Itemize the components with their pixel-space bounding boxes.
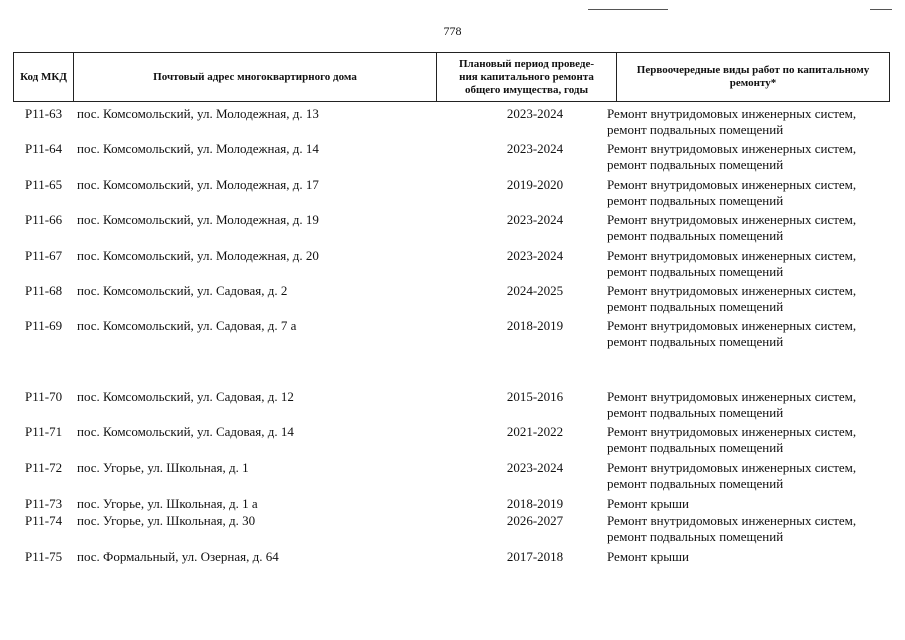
row-code: Р11-72 [25, 460, 63, 475]
row-works-line: Ремонт внутридомовых инженерных систем, [607, 177, 857, 192]
row-code: Р11-71 [25, 424, 63, 439]
scan-artifact [588, 9, 668, 10]
header-works [617, 53, 890, 102]
row-period: 2023-2024 [506, 141, 564, 156]
row-works-line: Ремонт внутридомовых инженерных систем, [607, 106, 857, 121]
table-row [0, 106, 905, 146]
row-code: Р11-68 [25, 283, 63, 298]
table-row [0, 549, 905, 589]
row-works-line: ремонт подвальных помещений [607, 529, 784, 544]
row-period: 2017-2018 [506, 549, 564, 564]
row-works-line: ремонт подвальных помещений [607, 122, 784, 137]
row-works-line: Ремонт крыши [607, 549, 689, 564]
row-address: пос. Комсомольский, ул. Молодежная, д. 17 [77, 177, 319, 192]
row-works-line: ремонт подвальных помещений [607, 334, 784, 349]
row-works-line: Ремонт внутридомовых инженерных систем, [607, 389, 857, 404]
table-row [0, 389, 905, 429]
row-code: Р11-73 [25, 496, 63, 511]
row-works-line: Ремонт крыши [607, 496, 689, 511]
header-works-line: ремонту* [729, 77, 777, 89]
row-address: пос. Комсомольский, ул. Молодежная, д. 19 [77, 212, 319, 227]
row-address: пос. Угорье, ул. Школьная, д. 1 [77, 460, 249, 475]
row-works-line: ремонт подвальных помещений [607, 440, 784, 455]
row-works-line: Ремонт внутридомовых инженерных систем, [607, 318, 857, 333]
row-address: пос. Комсомольский, ул. Молодежная, д. 20 [77, 248, 319, 263]
row-works-line: ремонт подвальных помещений [607, 299, 784, 314]
table-row [0, 141, 905, 181]
header-period-line: общего имущества, годы [464, 83, 589, 96]
row-works-line: ремонт подвальных помещений [607, 264, 784, 279]
row-period: 2019-2020 [506, 177, 564, 192]
row-works-line: Ремонт внутридомовых инженерных систем, [607, 248, 857, 263]
row-code: Р11-75 [25, 549, 63, 564]
page-number: 778 [443, 24, 462, 38]
row-address: пос. Формальный, ул. Озерная, д. 64 [77, 549, 279, 564]
row-period: 2018-2019 [506, 318, 564, 333]
row-code: Р11-63 [25, 106, 63, 121]
row-address: пос. Комсомольский, ул. Садовая, д. 2 [77, 283, 288, 298]
table-row [0, 318, 905, 358]
row-address: пос. Комсомольский, ул. Садовая, д. 14 [77, 424, 294, 439]
row-works-line: Ремонт внутридомовых инженерных систем, [607, 283, 857, 298]
table-row [0, 424, 905, 464]
row-works-line: Ремонт внутридомовых инженерных систем, [607, 424, 857, 439]
scan-artifact [870, 9, 892, 10]
table-row [0, 212, 905, 252]
row-address: пос. Комсомольский, ул. Садовая, д. 7 а [77, 318, 297, 333]
header-period-line: Плановый период проведе- [458, 57, 595, 70]
row-period: 2018-2019 [506, 496, 564, 511]
table-row [0, 177, 905, 217]
header-works-line: Первоочередные виды работ по капитальному [636, 64, 870, 76]
row-works-line: Ремонт внутридомовых инженерных систем, [607, 212, 857, 227]
row-works-line: Ремонт внутридомовых инженерных систем, [607, 460, 857, 475]
header-code: Код МКД [14, 53, 74, 102]
row-address: пос. Комсомольский, ул. Садовая, д. 12 [77, 389, 294, 404]
row-works-line: ремонт подвальных помещений [607, 405, 784, 420]
row-works-line: ремонт подвальных помещений [607, 193, 784, 208]
row-works-line: ремонт подвальных помещений [607, 228, 784, 243]
row-period: 2023-2024 [506, 106, 564, 121]
row-works-line: Ремонт внутридомовых инженерных систем, [607, 513, 857, 528]
header-period [437, 53, 617, 102]
header-address: Почтовый адрес многоквартирного дома [74, 53, 437, 102]
row-address: пос. Комсомольский, ул. Молодежная, д. 14 [77, 141, 319, 156]
table-row [0, 283, 905, 323]
row-code: Р11-64 [25, 141, 63, 156]
row-address: пос. Комсомольский, ул. Молодежная, д. 13 [77, 106, 319, 121]
row-works-line: ремонт подвальных помещений [607, 157, 784, 172]
table-row [0, 248, 905, 288]
row-period: 2023-2024 [506, 248, 564, 263]
row-period: 2023-2024 [506, 460, 564, 475]
row-works-line: ремонт подвальных помещений [607, 476, 784, 491]
row-code: Р11-74 [25, 513, 63, 528]
table-header [13, 52, 890, 102]
table-row [0, 460, 905, 500]
row-period: 2023-2024 [506, 212, 564, 227]
header-period-line: ния капитального ремонта [459, 70, 594, 83]
row-code: Р11-67 [25, 248, 63, 263]
table-row [0, 513, 905, 553]
row-period: 2021-2022 [506, 424, 564, 439]
row-code: Р11-69 [25, 318, 63, 333]
row-code: Р11-70 [25, 389, 63, 404]
row-works-line: Ремонт внутридомовых инженерных систем, [607, 141, 857, 156]
row-code: Р11-66 [25, 212, 63, 227]
row-period: 2024-2025 [506, 283, 564, 298]
row-period: 2026-2027 [506, 513, 564, 528]
row-period: 2015-2016 [506, 389, 564, 404]
row-address: пос. Угорье, ул. Школьная, д. 30 [77, 513, 256, 528]
row-address: пос. Угорье, ул. Школьная, д. 1 а [77, 496, 258, 511]
row-code: Р11-65 [25, 177, 63, 192]
